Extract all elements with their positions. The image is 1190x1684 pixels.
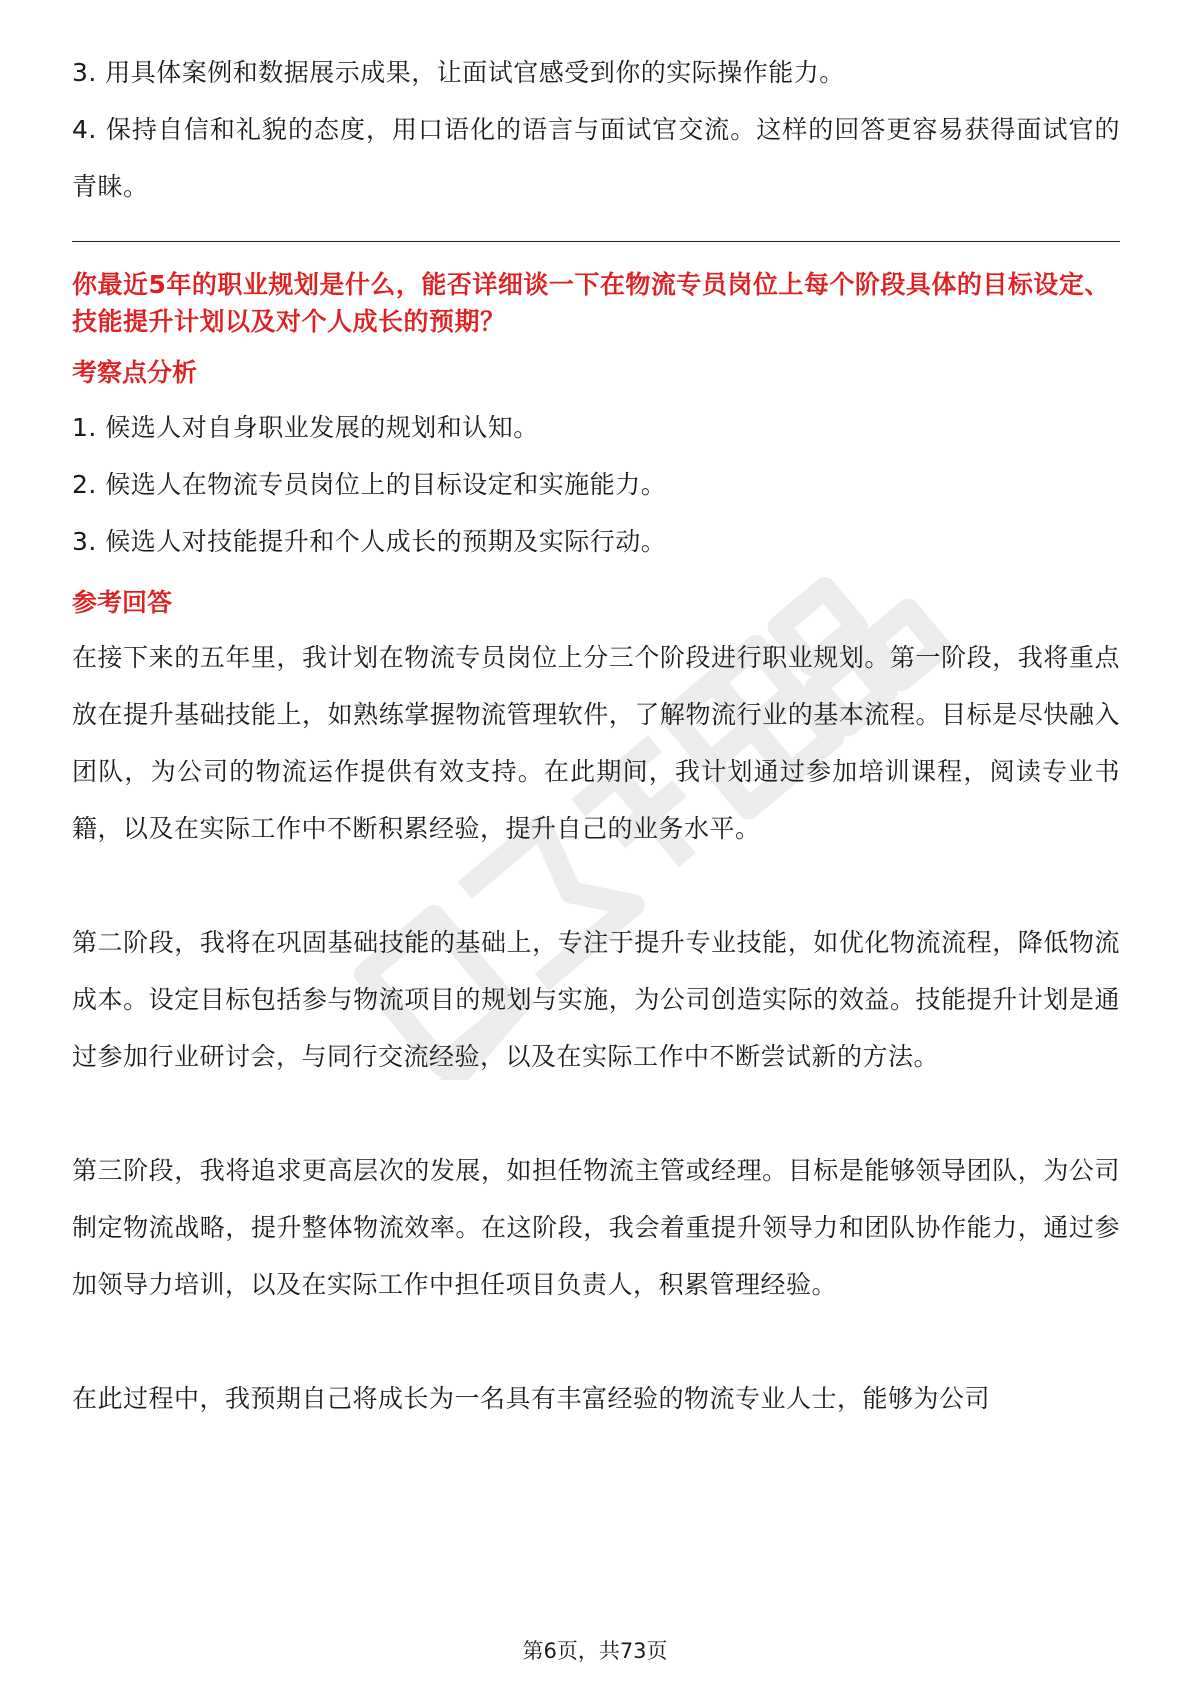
answer-body	[72, 629, 1120, 1427]
list-item: 1. 候选人对自身职业发展的规划和认知。	[72, 413, 539, 442]
answer-title: 参考回答	[72, 588, 173, 617]
answer-paragraph: 第二阶段，我将在巩固基础技能的基础上，专注于提升专业技能，如优化物流流程，降低物流成本。设定目标包括参与物流项目的规划与实施，为公司创造实际的效益。技能提升计划是通过参加行业研讨会，与同行交流经验，以及在实际工作中不断尝试新的方法。	[72, 928, 1120, 1071]
answer-paragraph: 在接下来的五年里，我计划在物流专员岗位上分三个阶段进行职业规划。第一阶段，我将重点放在提升基础技能上，如熟练掌握物流管理软件，了解物流行业的基本流程。目标是尽快融入团队，为公司的物流运作提供有效支持。在此期间，我计划通过参加培训课程，阅读专业书籍，以及在实际工作中不断积累经验，提升自己的业务水平。	[72, 643, 1120, 843]
analysis-title: 考察点分析	[72, 358, 198, 387]
page-number: 第6页，共73页	[522, 1639, 668, 1663]
analysis-list	[72, 399, 1120, 570]
question-heading: 你最近5年的职业规划是什么，能否详细谈一下在物流专员岗位上每个阶段具体的目标设定、技能提升计划以及对个人成长的预期？	[72, 270, 1110, 336]
list-item: 3. 候选人对技能提升和个人成长的预期及实际行动。	[72, 527, 667, 556]
answer-paragraph: 第三阶段，我将追求更高层次的发展，如担任物流主管或经理。目标是能够领导团队，为公司制定物流战略，提升整体物流效率。在这阶段，我会着重提升领导力和团队协作能力，通过参加领导力培训，以及在实际工作中担任项目负责人，积累管理经验。	[72, 1156, 1120, 1299]
list-item: 3. 用具体案例和数据展示成果，让面试官感受到你的实际操作能力。	[72, 58, 845, 87]
answer-paragraph: 在此过程中，我预期自己将成长为一名具有丰富经验的物流专业人士，能够为公司	[72, 1384, 991, 1413]
top-list	[72, 44, 1120, 215]
list-item: 4. 保持自信和礼貌的态度，用口语化的语言与面试官交流。这样的回答更容易获得面试官的青睐。	[72, 115, 1120, 201]
list-item: 2. 候选人在物流专员岗位上的目标设定和实施能力。	[72, 470, 667, 499]
page-content	[72, 44, 1120, 1427]
divider	[72, 241, 1120, 242]
